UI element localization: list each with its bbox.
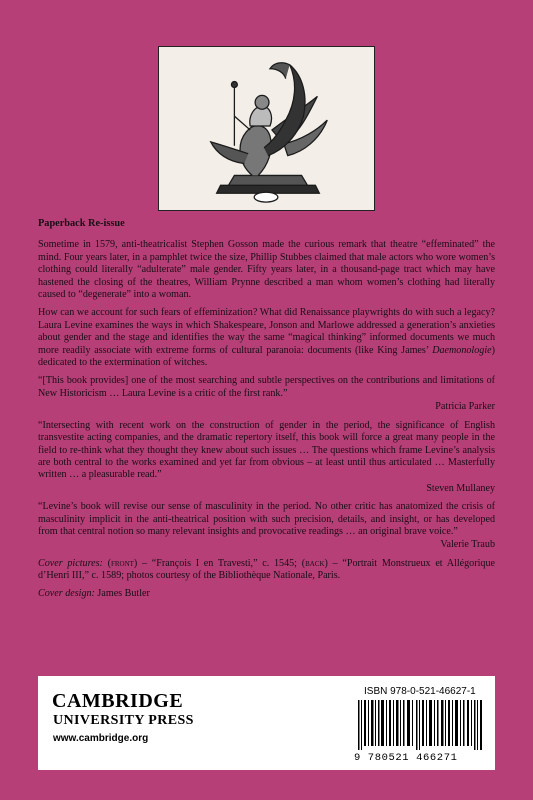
blurb-author-3: Valerie Traub: [440, 539, 495, 551]
blurb-author-2: Steven Mullaney: [426, 482, 495, 494]
publisher-logo: CAMBRIDGE: [52, 690, 184, 712]
daemonologie-title: Daemonologie: [432, 344, 492, 356]
cover-design-label: Cover design:: [38, 587, 95, 599]
reissue-heading: Paperback Re-issue: [38, 218, 125, 229]
cover-pictures-label: Cover pictures:: [38, 557, 103, 569]
back-tag: (back): [301, 557, 328, 569]
blurb-quote-3: “Levine’s book will revise our sense of masculinity in the period. No other critic has anatomized the crisis of masculinity implicit in the anti-theatrical position with such precision, details, and insight, or has developed from that central notion so many relevant insights and provocative readings … an original brave voice.”: [38, 501, 495, 537]
barcode-icon: [356, 700, 486, 750]
front-tag: (front): [107, 557, 138, 569]
cover-illustration: [158, 46, 375, 211]
front-text: – “François I en Travesti,” c. 1545;: [137, 557, 302, 569]
back-text: – “Portrait Monstrueux et Allégorique d’Henri III,” c. 1589; photos courtesy of the Bibliothèque Nationale, Paris.: [38, 557, 495, 582]
cover-designer-name: James Butler: [94, 587, 150, 599]
blurb-author-1: Patricia Parker: [435, 401, 495, 413]
description-paragraph-1: Sometime in 1579, anti-theatricalist Stephen Gosson made the curious remark that theatre “effeminated” the mind. Four years later, in a pamphlet twice the size, Phillip Stubbes claimed that male actors who wore women’s clothing could literally “adulterate” male gender. Fifty years later, in a thousand-page tract which may have hastened the closing of the theatres, William Prynne described a man whom women’s clothing had literally caused to “degenerate” into a woman.: [38, 239, 495, 301]
isbn-label: ISBN 978-0-521-46627-1: [364, 686, 476, 697]
back-cover-text: [38, 218, 495, 605]
description-paragraph-2-b: ) dedicated to the extermination of witches.: [38, 344, 495, 369]
publisher-panel: [38, 676, 495, 770]
publisher-subtitle: UNIVERSITY PRESS: [53, 713, 194, 728]
description-paragraph-2-a: How can we account for such fears of effeminization? What did Renaissance playwrights do with such a legacy? Laura Levine examines the ways in which Shakespeare, Jonson and Marlowe addressed a generation’s anxieties about gender and the stage and identifies the way the same “magical thinking” informed documents we much more readily associate with extreme forms of cultural paranoia: documents (like King James’: [38, 307, 495, 356]
blurb-quote-1: “[This book provides] one of the most searching and subtle perspectives on the contributions and limitations of New Historicism … Laura Levine is a critic of the first rank.”: [38, 375, 495, 399]
cover-pictures-credit: [38, 558, 495, 583]
barcode-digits: 9 780521 466271: [354, 752, 458, 764]
description-paragraph-2: [38, 307, 495, 369]
cover-design-credit: [38, 588, 495, 600]
publisher-url: www.cambridge.org: [53, 733, 149, 744]
monster-engraving-icon: [159, 47, 374, 210]
blurb-quote-2: “Intersecting with recent work on the construction of gender in the period, the significance of English transvestite acting companies, and the dramatic repertory itself, this book will force a great many people in the field to re-think what they thought they knew about such issues … The questions which frame Levine’s analysis are both central to the works examined and yet far from obvious – at least until thus articulated … Masterfully written … a pleasurable read.”: [38, 419, 495, 481]
